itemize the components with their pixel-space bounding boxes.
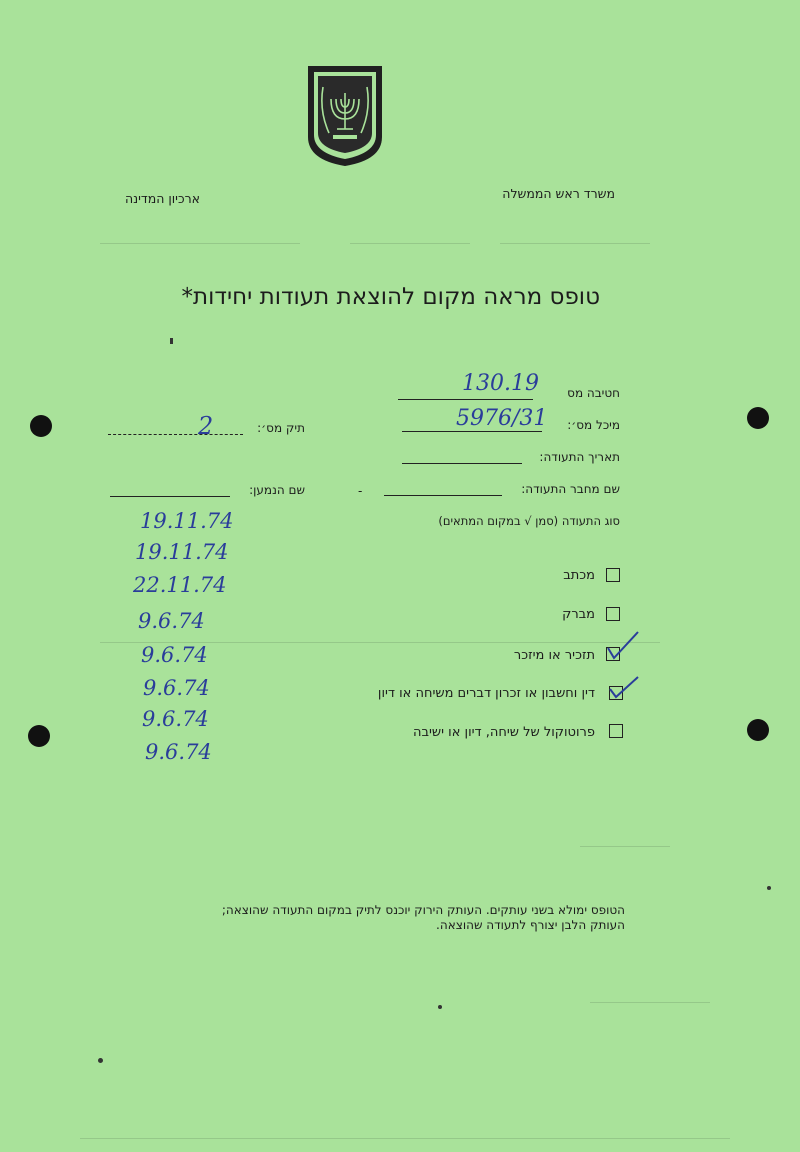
container-value: 5976/31 <box>456 406 548 431</box>
checkbox-telegram[interactable] <box>606 607 620 621</box>
speck <box>170 338 173 344</box>
handwritten-date: 9.6.74 <box>142 707 209 731</box>
division-label: חטיבה מס <box>567 386 620 400</box>
speck <box>438 1005 442 1009</box>
handwritten-date: 9.6.74 <box>138 609 205 633</box>
state-emblem-icon <box>305 63 385 167</box>
speck <box>767 886 771 890</box>
speck <box>98 1058 103 1063</box>
scan-line <box>580 846 670 847</box>
file-label: תיק מס׳: <box>257 421 305 435</box>
scan-line <box>350 243 470 244</box>
division-line <box>398 399 533 400</box>
scan-line <box>100 243 300 244</box>
option-letter-label: מכתב <box>563 568 595 583</box>
punch-hole <box>28 725 50 747</box>
checkbox-letter[interactable] <box>606 568 620 582</box>
handwritten-date: 9.6.74 <box>141 643 208 667</box>
doc-type-label: סוג התעודה (סמן √ במקום המתאים) <box>438 514 620 528</box>
punch-hole <box>747 407 769 429</box>
doc-date-line <box>402 463 522 464</box>
option-telegram-label: מברק <box>562 607 595 622</box>
container-line <box>402 431 542 432</box>
punch-hole <box>747 719 769 741</box>
doc-date-label: תאריך התעודה: <box>539 450 620 464</box>
scan-line <box>80 1138 730 1139</box>
handwritten-date: 22.11.74 <box>133 573 227 597</box>
handwritten-date: 19.11.74 <box>140 509 234 533</box>
handwritten-date: 19.11.74 <box>135 540 229 564</box>
office-name: משרד ראש הממשלה <box>502 186 615 201</box>
checkmark-icon <box>606 673 644 703</box>
file-line <box>108 434 243 435</box>
footer-note-line1: הטופס ימולא בשני עותקים. העותק הירוק יוכנס לתיק במקום התעודה שהוצאה; <box>221 903 625 917</box>
recipient-line <box>110 496 230 497</box>
checkbox-protocol[interactable] <box>609 724 623 738</box>
author-line <box>384 495 502 496</box>
author-label: שם מחבר התעודה: <box>521 482 620 496</box>
container-label: מיכל מס׳: <box>567 418 620 432</box>
recipient-label: שם הנמען: <box>249 483 305 497</box>
form-title: טופס מראה מקום להוצאת תעודות יחידות* <box>181 284 600 310</box>
checkmark-icon <box>604 630 644 662</box>
option-memo-label: תזכיר או מיזכר <box>513 648 595 663</box>
scan-line <box>500 243 650 244</box>
handwritten-date: 9.6.74 <box>143 676 210 700</box>
punch-hole <box>30 415 52 437</box>
option-report-label: דין וחשבון או זכרון דברים משיחה או דיון <box>377 686 595 701</box>
separator-dash: - <box>358 484 363 498</box>
division-value: 130.19 <box>462 371 539 396</box>
handwritten-date: 9.6.74 <box>145 740 212 764</box>
archive-name: ארכיון המדינה <box>124 191 200 206</box>
option-protocol-label: פרוטוקול של שיחה, דיון או ישיבה <box>413 725 595 740</box>
footer-note-line2: העותק הלבן יצורף לתעודה שהוצאה. <box>436 918 625 932</box>
scan-line <box>590 1002 710 1003</box>
file-value: 2 <box>198 412 214 440</box>
